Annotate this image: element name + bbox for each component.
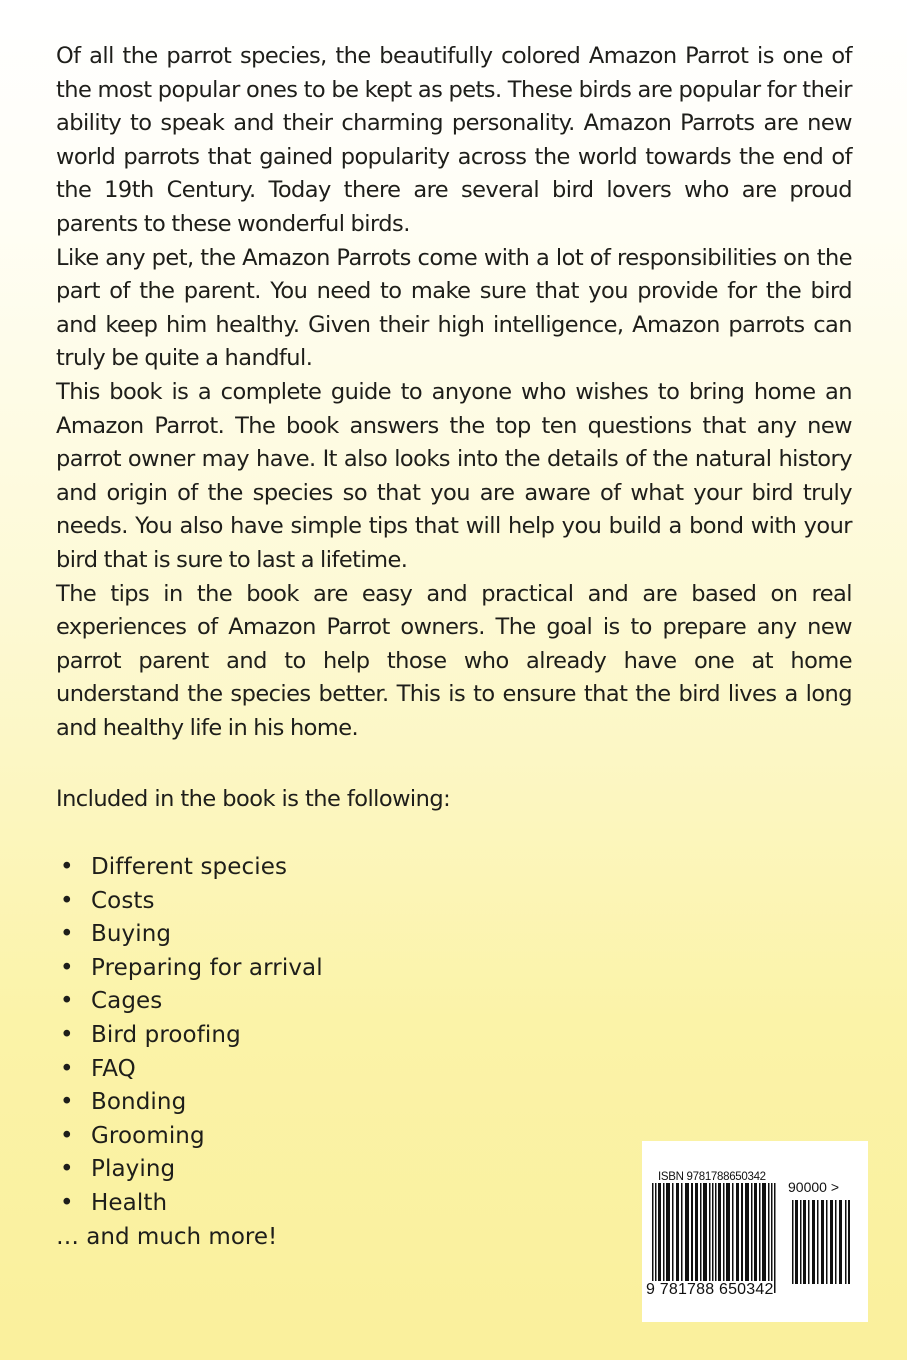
addon-barcode-bars-icon bbox=[792, 1200, 852, 1284]
list-item: • Preparing for arrival bbox=[56, 952, 852, 986]
list-item: • Different species bbox=[56, 851, 852, 885]
list-item: • Costs bbox=[56, 885, 852, 919]
list-item: • Health bbox=[56, 1187, 852, 1221]
bullet-icon: • bbox=[60, 1190, 74, 1216]
bullet-icon: • bbox=[60, 1055, 74, 1082]
back-cover-text bbox=[56, 40, 852, 1254]
bullet-icon: • bbox=[60, 887, 74, 914]
bullet-icon: • bbox=[60, 1156, 74, 1183]
list-intro: Included in the book is the following: bbox=[56, 786, 451, 813]
isbn-barcode bbox=[642, 1141, 868, 1322]
list-item: • Bonding bbox=[56, 1086, 852, 1120]
list-item: • Cages bbox=[56, 985, 852, 1019]
list-item: • FAQ bbox=[56, 1053, 852, 1087]
paragraph-1: Of all the parrot species, the beautifully colored Amazon Parrot is one of the most popular ones to be kept as pets. These birds are popular for their ability to speak and their charming personality. Amazon Parrots are new world parrots that gained popularity across the world towards the end of the 19th Century. Today there are several bird lovers who are proud parents to these wonderful birds. bbox=[56, 43, 852, 237]
list-item: • Bird proofing bbox=[56, 1019, 852, 1053]
paragraph-4: The tips in the book are easy and practical and are based on real experiences of Amazon Parrot owners. The goal is to prepare any new parrot parent and to help those who already have one at home understand the species better. This is to ensure that the bird lives a long and healthy life in his home. bbox=[56, 580, 852, 741]
price-code: 90000 > bbox=[788, 1179, 839, 1195]
paragraph-3: This book is a complete guide to anyone who wishes to bring home an Amazon Parrot. The book answers the top ten questions that any new parrot owner may have. It also looks into the details of the natural history and origin of the species so that you are aware of what your bird truly needs. You also have simple tips that will help you build a bond with your bird that is sure to last a lifetime. bbox=[56, 378, 852, 573]
barcode-bars-icon bbox=[652, 1183, 778, 1293]
bullet-icon: • bbox=[60, 1122, 74, 1149]
barcode-digits: 9 781788 650342 bbox=[646, 1281, 774, 1298]
isbn-label: ISBN 9781788650342 bbox=[658, 1171, 766, 1183]
paragraph-2: Like any pet, the Amazon Parrots come with a lot of responsibilities on the part of the parent. You need to make sure that you provide for the bird and keep him healthy. Given their high intelligence, Amazon parrots can truly be quite a handful. bbox=[56, 244, 852, 372]
bullet-icon: • bbox=[60, 854, 74, 881]
closing-line: … and much more! bbox=[56, 1223, 278, 1250]
bullet-icon: • bbox=[60, 1089, 74, 1116]
list-item: • Grooming bbox=[56, 1120, 852, 1154]
list-item: • Buying bbox=[56, 918, 852, 952]
bullet-icon: • bbox=[60, 954, 74, 981]
bullet-icon: • bbox=[60, 1022, 74, 1049]
bullet-icon: • bbox=[60, 921, 74, 948]
bullet-icon: • bbox=[60, 988, 74, 1015]
list-item: • Playing bbox=[56, 1153, 852, 1187]
